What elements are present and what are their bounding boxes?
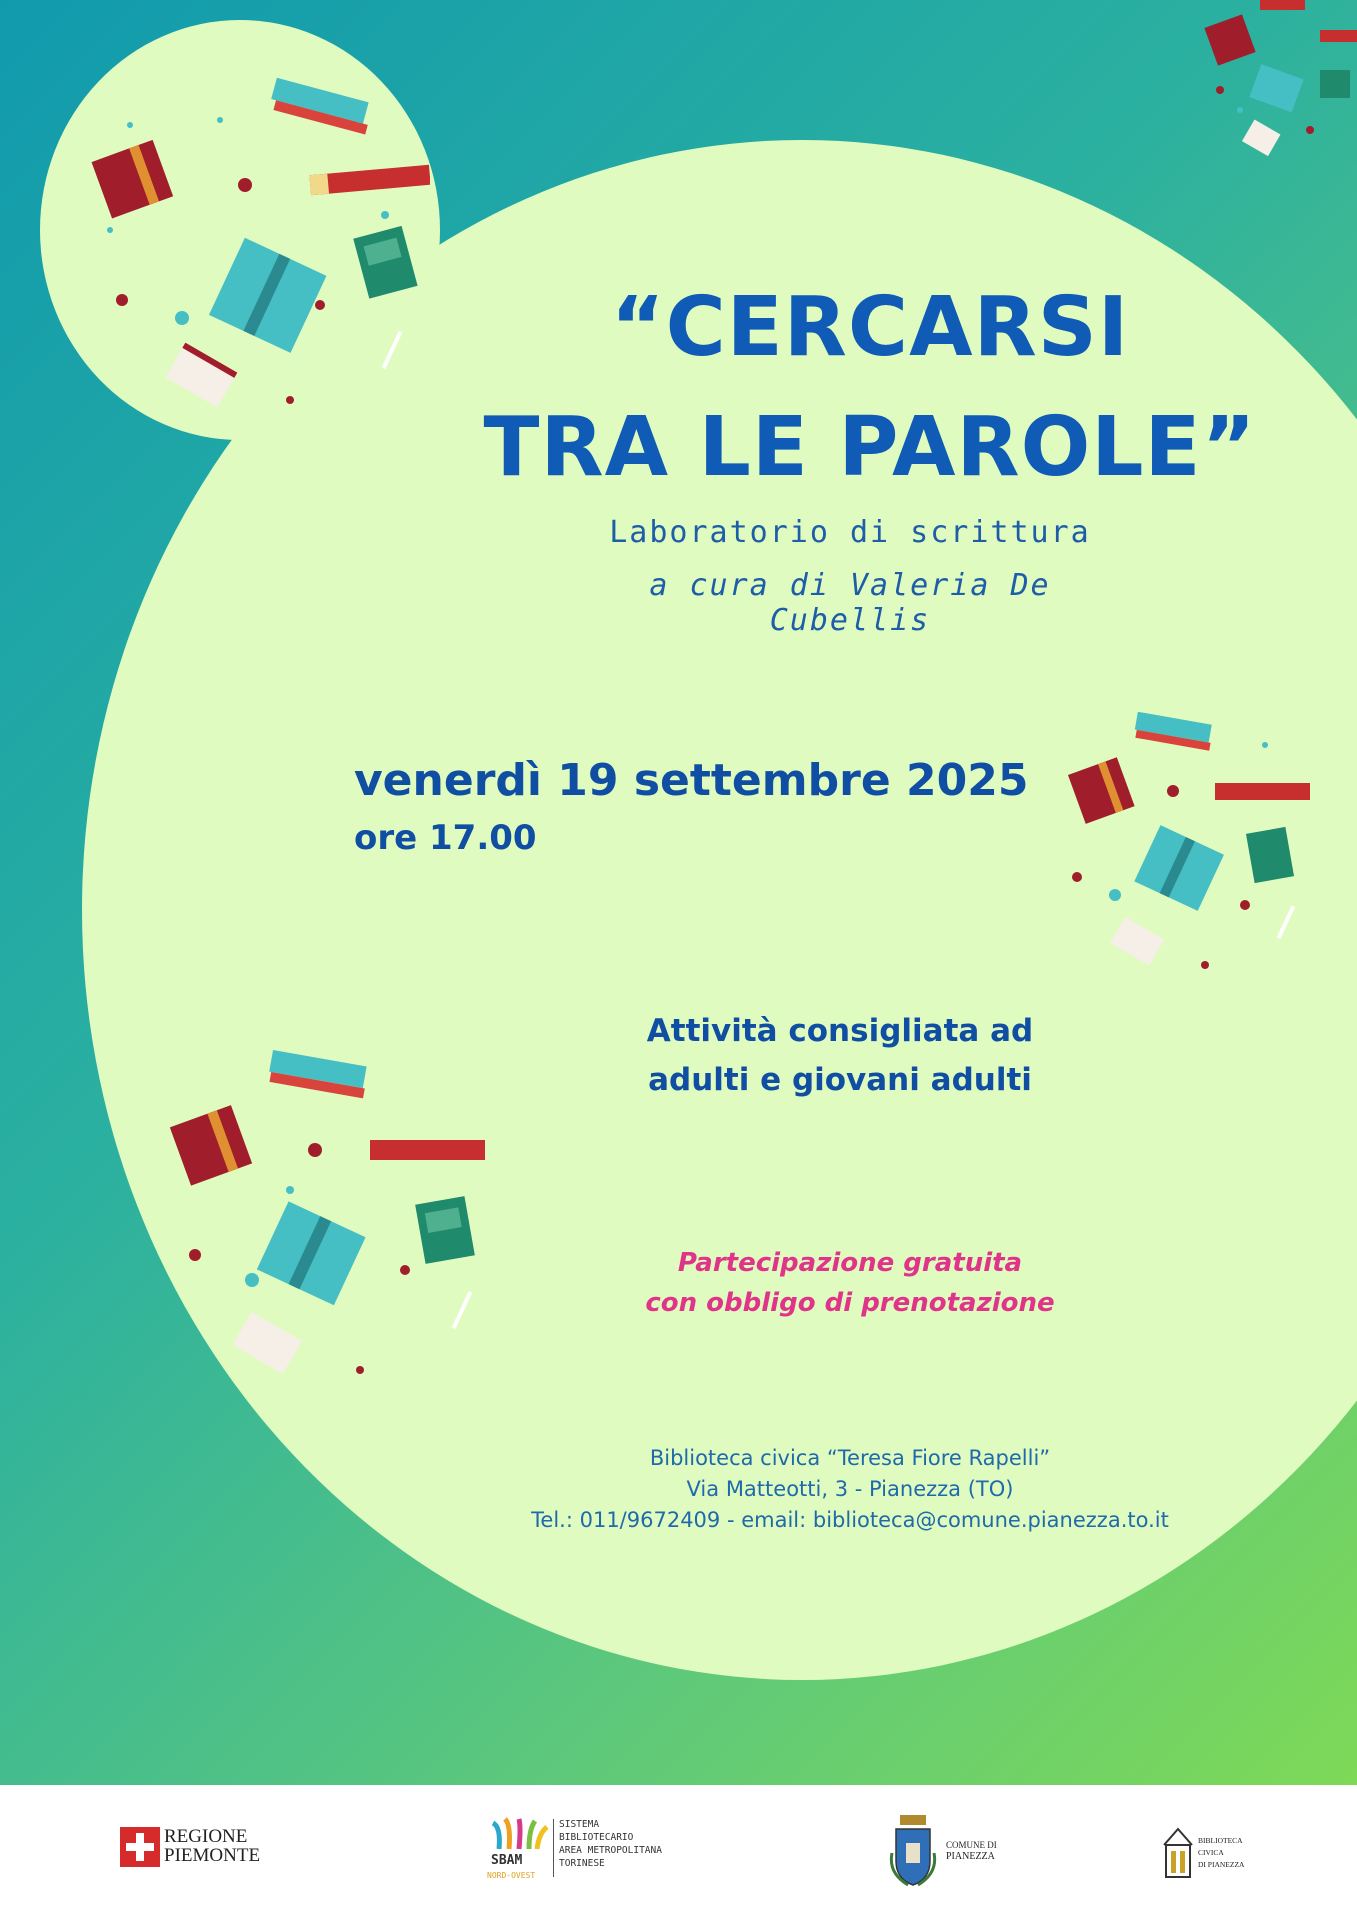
sbam-line: TORINESE xyxy=(559,1858,605,1869)
flying-books-illustration-top-right xyxy=(1200,0,1357,170)
sbam-description xyxy=(559,1818,662,1870)
library-contacts: Tel.: 011/9672409 - email: biblioteca@comune.pianezza.to.it xyxy=(531,1508,1169,1532)
regione-piemonte-shield-icon xyxy=(120,1827,160,1867)
flying-books-illustration-bottom-left xyxy=(160,1040,490,1390)
biblioteca-pianezza-logo xyxy=(1162,1827,1252,1883)
sbam-line: BIBLIOTECARIO xyxy=(559,1832,634,1843)
event-time: ore 17.00 xyxy=(354,818,537,858)
comune-pianezza-logo xyxy=(888,1813,1018,1893)
library-address: Via Matteotti, 3 - Pianezza (TO) xyxy=(686,1477,1014,1501)
audience-line-1: Attività consigliata ad xyxy=(646,1013,1034,1049)
audience-line-2: adulti e giovani adulti xyxy=(648,1062,1032,1098)
sbam-divider xyxy=(553,1819,554,1877)
library-building-icon xyxy=(1162,1827,1194,1879)
subtitle-workshop: Laboratorio di scrittura xyxy=(609,515,1091,550)
participation-line-2: con obbligo di prenotazione xyxy=(645,1288,1055,1318)
participation-line-1: Partecipazione gratuita xyxy=(677,1248,1023,1278)
library-name: Biblioteca civica “Teresa Fiore Rapelli” xyxy=(649,1446,1051,1470)
sponsor-footer xyxy=(0,1785,1357,1920)
flying-books-illustration-right xyxy=(1055,705,1315,975)
title-line-2: TRA LE PAROLE” xyxy=(483,400,1257,495)
biblioteca-label-line-2: CIVICA xyxy=(1198,1848,1224,1857)
biblioteca-label-line-3: DI PIANEZZA xyxy=(1198,1860,1245,1869)
sbam-line: AREA METROPOLITANA xyxy=(559,1845,662,1856)
sbam-acronym: SBAM xyxy=(491,1853,523,1868)
comune-label-line-1: COMUNE DI xyxy=(946,1840,997,1850)
title-line-1: “CERCARSI xyxy=(610,280,1130,375)
comune-crest-icon xyxy=(888,1813,938,1889)
regione-name-line-1: REGIONE xyxy=(164,1826,248,1847)
event-date: venerdì 19 settembre 2025 xyxy=(354,755,1029,806)
regione-name-line-2: PIEMONTE xyxy=(164,1845,261,1866)
regione-piemonte-logo xyxy=(120,1825,270,1875)
biblioteca-label-line-1: BIBLIOTECA xyxy=(1198,1836,1243,1845)
sbam-fan-icon xyxy=(489,1817,549,1851)
comune-label-line-2: PIANEZZA xyxy=(946,1851,995,1862)
subtitle-author: a cura di Valeria De Cubellis xyxy=(649,568,1051,638)
biblioteca-label xyxy=(1198,1835,1244,1871)
sbam-region: NORD-OVEST xyxy=(487,1871,536,1880)
sbam-line: SISTEMA xyxy=(559,1819,600,1830)
sbam-logo xyxy=(485,1815,705,1885)
flying-books-illustration-top-left xyxy=(70,60,430,430)
